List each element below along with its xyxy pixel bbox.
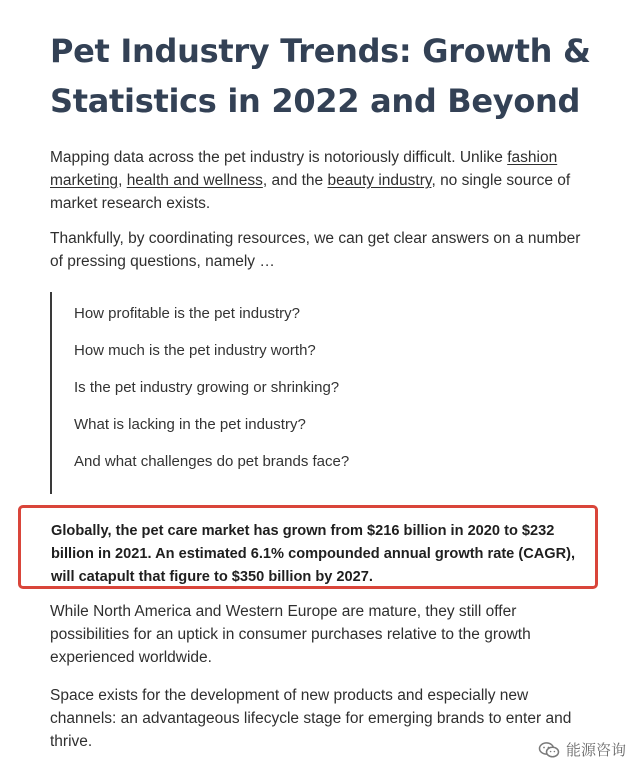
- title-line-1: Pet Industry Trends: Growth &: [50, 32, 591, 70]
- watermark-text: 能源咨询: [565, 742, 626, 759]
- intro-text-2: , no single source of market research exists.: [50, 172, 571, 212]
- intro-sep-1: ,: [118, 172, 127, 189]
- list-item: Is the pet industry growing or shrinking?: [74, 379, 340, 396]
- fashion-marketing-link[interactable]: fashion marketing: [50, 149, 558, 189]
- list-item: What is lacking in the pet industry?: [74, 416, 306, 433]
- paragraph-opportunity: Space exists for the development of new products and especially new channels: an advantageous lifecycle stage for emerging brands to enter and thrive.: [50, 687, 572, 750]
- highlight-box: [18, 505, 598, 589]
- questions-list: [52, 292, 572, 473]
- intro-paragraph: [50, 146, 590, 215]
- wechat-icon: [538, 741, 560, 759]
- list-item: And what challenges do pet brands face?: [74, 453, 350, 470]
- page-title: [50, 26, 610, 126]
- watermark: [538, 739, 626, 760]
- beauty-industry-link[interactable]: beauty industry: [327, 172, 432, 189]
- questions-blockquote: [50, 292, 572, 494]
- paragraph-questions-intro: Thankfully, by coordinating resources, we can get clear answers on a number of pressing questions, namely …: [50, 230, 581, 270]
- list-item: How much is the pet industry worth?: [74, 342, 316, 359]
- title-line-2: Statistics in 2022 and Beyond: [50, 82, 581, 120]
- paragraph-markets: While North America and Western Europe are mature, they still offer possibilities for an uptick in consumer purchases relative to the growth experienced worldwide.: [50, 603, 531, 666]
- list-item: How profitable is the pet industry?: [74, 305, 300, 322]
- highlight-text: Globally, the pet care market has grown from $216 billion in 2020 to $232 billion in 2021. An estimated 6.1% compounded annual growth rate (CAGR), will catapult that figure to $350 billion by 2027.: [51, 523, 576, 585]
- health-wellness-link[interactable]: health and wellness: [126, 172, 263, 189]
- intro-text-1: Mapping data across the pet industry is notoriously difficult. Unlike: [50, 149, 508, 166]
- intro-sep-2: , and the: [262, 172, 328, 189]
